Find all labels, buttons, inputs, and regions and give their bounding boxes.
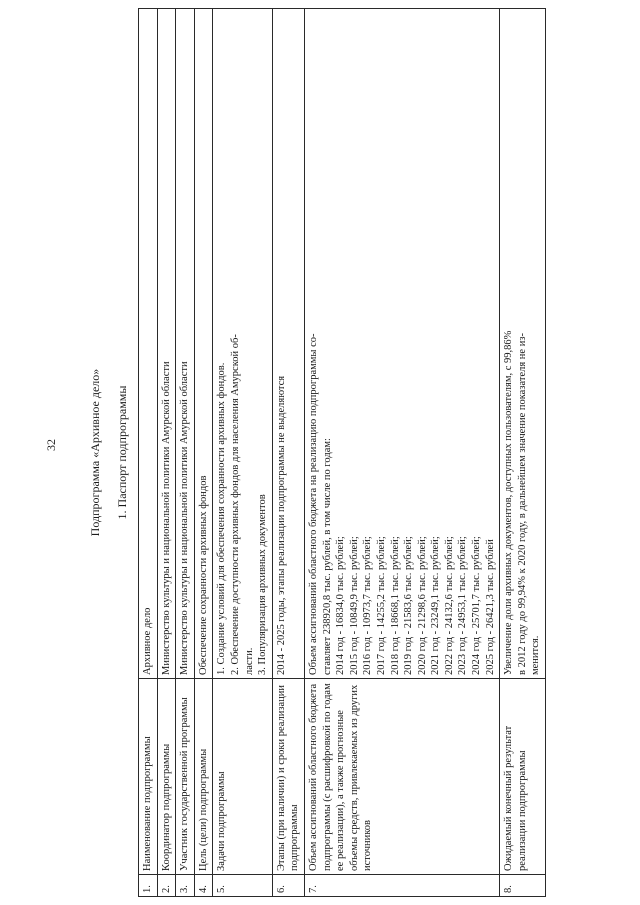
row-value <box>272 9 304 679</box>
value-line: 3. Популяризация архивных документов <box>257 494 269 675</box>
value-line: 2024 год - 25701,7 тыс. рублей; <box>471 536 483 675</box>
value-line: в 2012 году до 99,94% к 2020 году, в дальнейшем значение показателя не из- <box>516 333 528 675</box>
section-title: 1. Паспорт подпрограммы <box>115 385 129 520</box>
row-value <box>176 9 195 679</box>
value-line: 1. Создание условий для обеспечения сохранности архивных фондов. <box>216 362 228 675</box>
row-value <box>304 9 499 679</box>
value-line: 2014 год - 16834,0 тыс. рублей; <box>335 536 347 675</box>
value-line: Обеспечение сохранности архивных фондов <box>197 475 209 675</box>
row-value <box>139 9 158 679</box>
row-number: 3. <box>176 875 195 897</box>
value-line: ласти. <box>243 647 255 675</box>
table-row <box>500 9 546 897</box>
row-value <box>213 9 272 679</box>
row-label: Координатор подпрограммы <box>157 679 176 875</box>
value-line: 2014 - 2025 годы, этапы реализации подпрограммы не выделяются <box>275 375 287 675</box>
row-label: Цель (цели) подпрограммы <box>194 679 213 875</box>
value-line: Архивное дело <box>142 607 153 675</box>
table-row <box>176 9 195 897</box>
row-value <box>500 9 546 679</box>
row-number: 8. <box>500 875 546 897</box>
row-label: Объем ассигнований областного бюджета подпрограммы (с расшифровкой по годам ее реализации), а также прогнозные объемы средств, привлекаемых из других источников <box>304 679 499 875</box>
value-line: 2016 год - 10973,7 тыс. рублей; <box>362 536 374 675</box>
value-line: 2017 год - 14255,2 тыс. рублей; <box>375 536 387 675</box>
table-row <box>139 9 158 897</box>
table-row <box>194 9 213 897</box>
row-label: Этапы (при наличии) и сроки реализации подпрограммы <box>272 679 304 875</box>
value-line: 2018 год - 18668,1 тыс. рублей; <box>389 536 401 675</box>
value-line: Министерство культуры и национальной политики Амурской области <box>160 361 172 675</box>
table-row <box>157 9 176 897</box>
value-line: Объем ассигнований областного бюджета на реализацию подпрограммы со- <box>307 333 319 675</box>
table-row <box>213 9 272 897</box>
row-label: Наименование подпрограммы <box>139 679 158 875</box>
value-line: ставляет 238920,8 тыс. рублей, в том числе по годам: <box>321 438 333 675</box>
row-value <box>157 9 176 679</box>
passport-table <box>138 8 546 897</box>
value-line: 2022 год - 24132,6 тыс. рублей; <box>443 536 455 675</box>
value-line: Министерство культуры и национальной политики Амурской области <box>179 361 191 675</box>
row-number: 7. <box>304 875 499 897</box>
row-number: 5. <box>213 875 272 897</box>
value-line: 2015 год - 10849,9 тыс. рублей; <box>348 536 360 675</box>
row-number: 1. <box>139 875 158 897</box>
value-line: 2025 год - 26421,3 тыс. рублей <box>484 539 496 675</box>
row-number: 4. <box>194 875 213 897</box>
subprogram-title: Подпрограмма «Архивное дело» <box>88 368 102 537</box>
row-label: Ожидаемый конечный результат реализации подпрограммы <box>500 679 546 875</box>
table-row <box>304 9 499 897</box>
passport-table-body <box>139 9 546 897</box>
value-line: 2. Обеспечение доступности архивных фондов для населения Амурской об- <box>229 334 241 675</box>
value-line: 2019 год - 21583,6 тыс. рублей; <box>403 536 415 675</box>
row-value <box>194 9 213 679</box>
row-number: 2. <box>157 875 176 897</box>
value-line: менится. <box>530 635 542 675</box>
page-number: 32 <box>44 439 58 451</box>
table-row <box>272 9 304 897</box>
row-label: Задачи подпрограммы <box>213 679 272 875</box>
value-line: 2023 год - 24953,1 тыс. рублей; <box>457 536 469 675</box>
value-line: Увеличение доли архивных документов, доступных пользователям, с 99,86% <box>503 330 515 675</box>
row-number: 6. <box>272 875 304 897</box>
value-line: 2021 год - 23249,1 тыс. рублей; <box>430 536 442 675</box>
row-label: Участник государственной программы <box>176 679 195 875</box>
value-line: 2020 год - 21298,6 тыс. рублей; <box>416 536 428 675</box>
